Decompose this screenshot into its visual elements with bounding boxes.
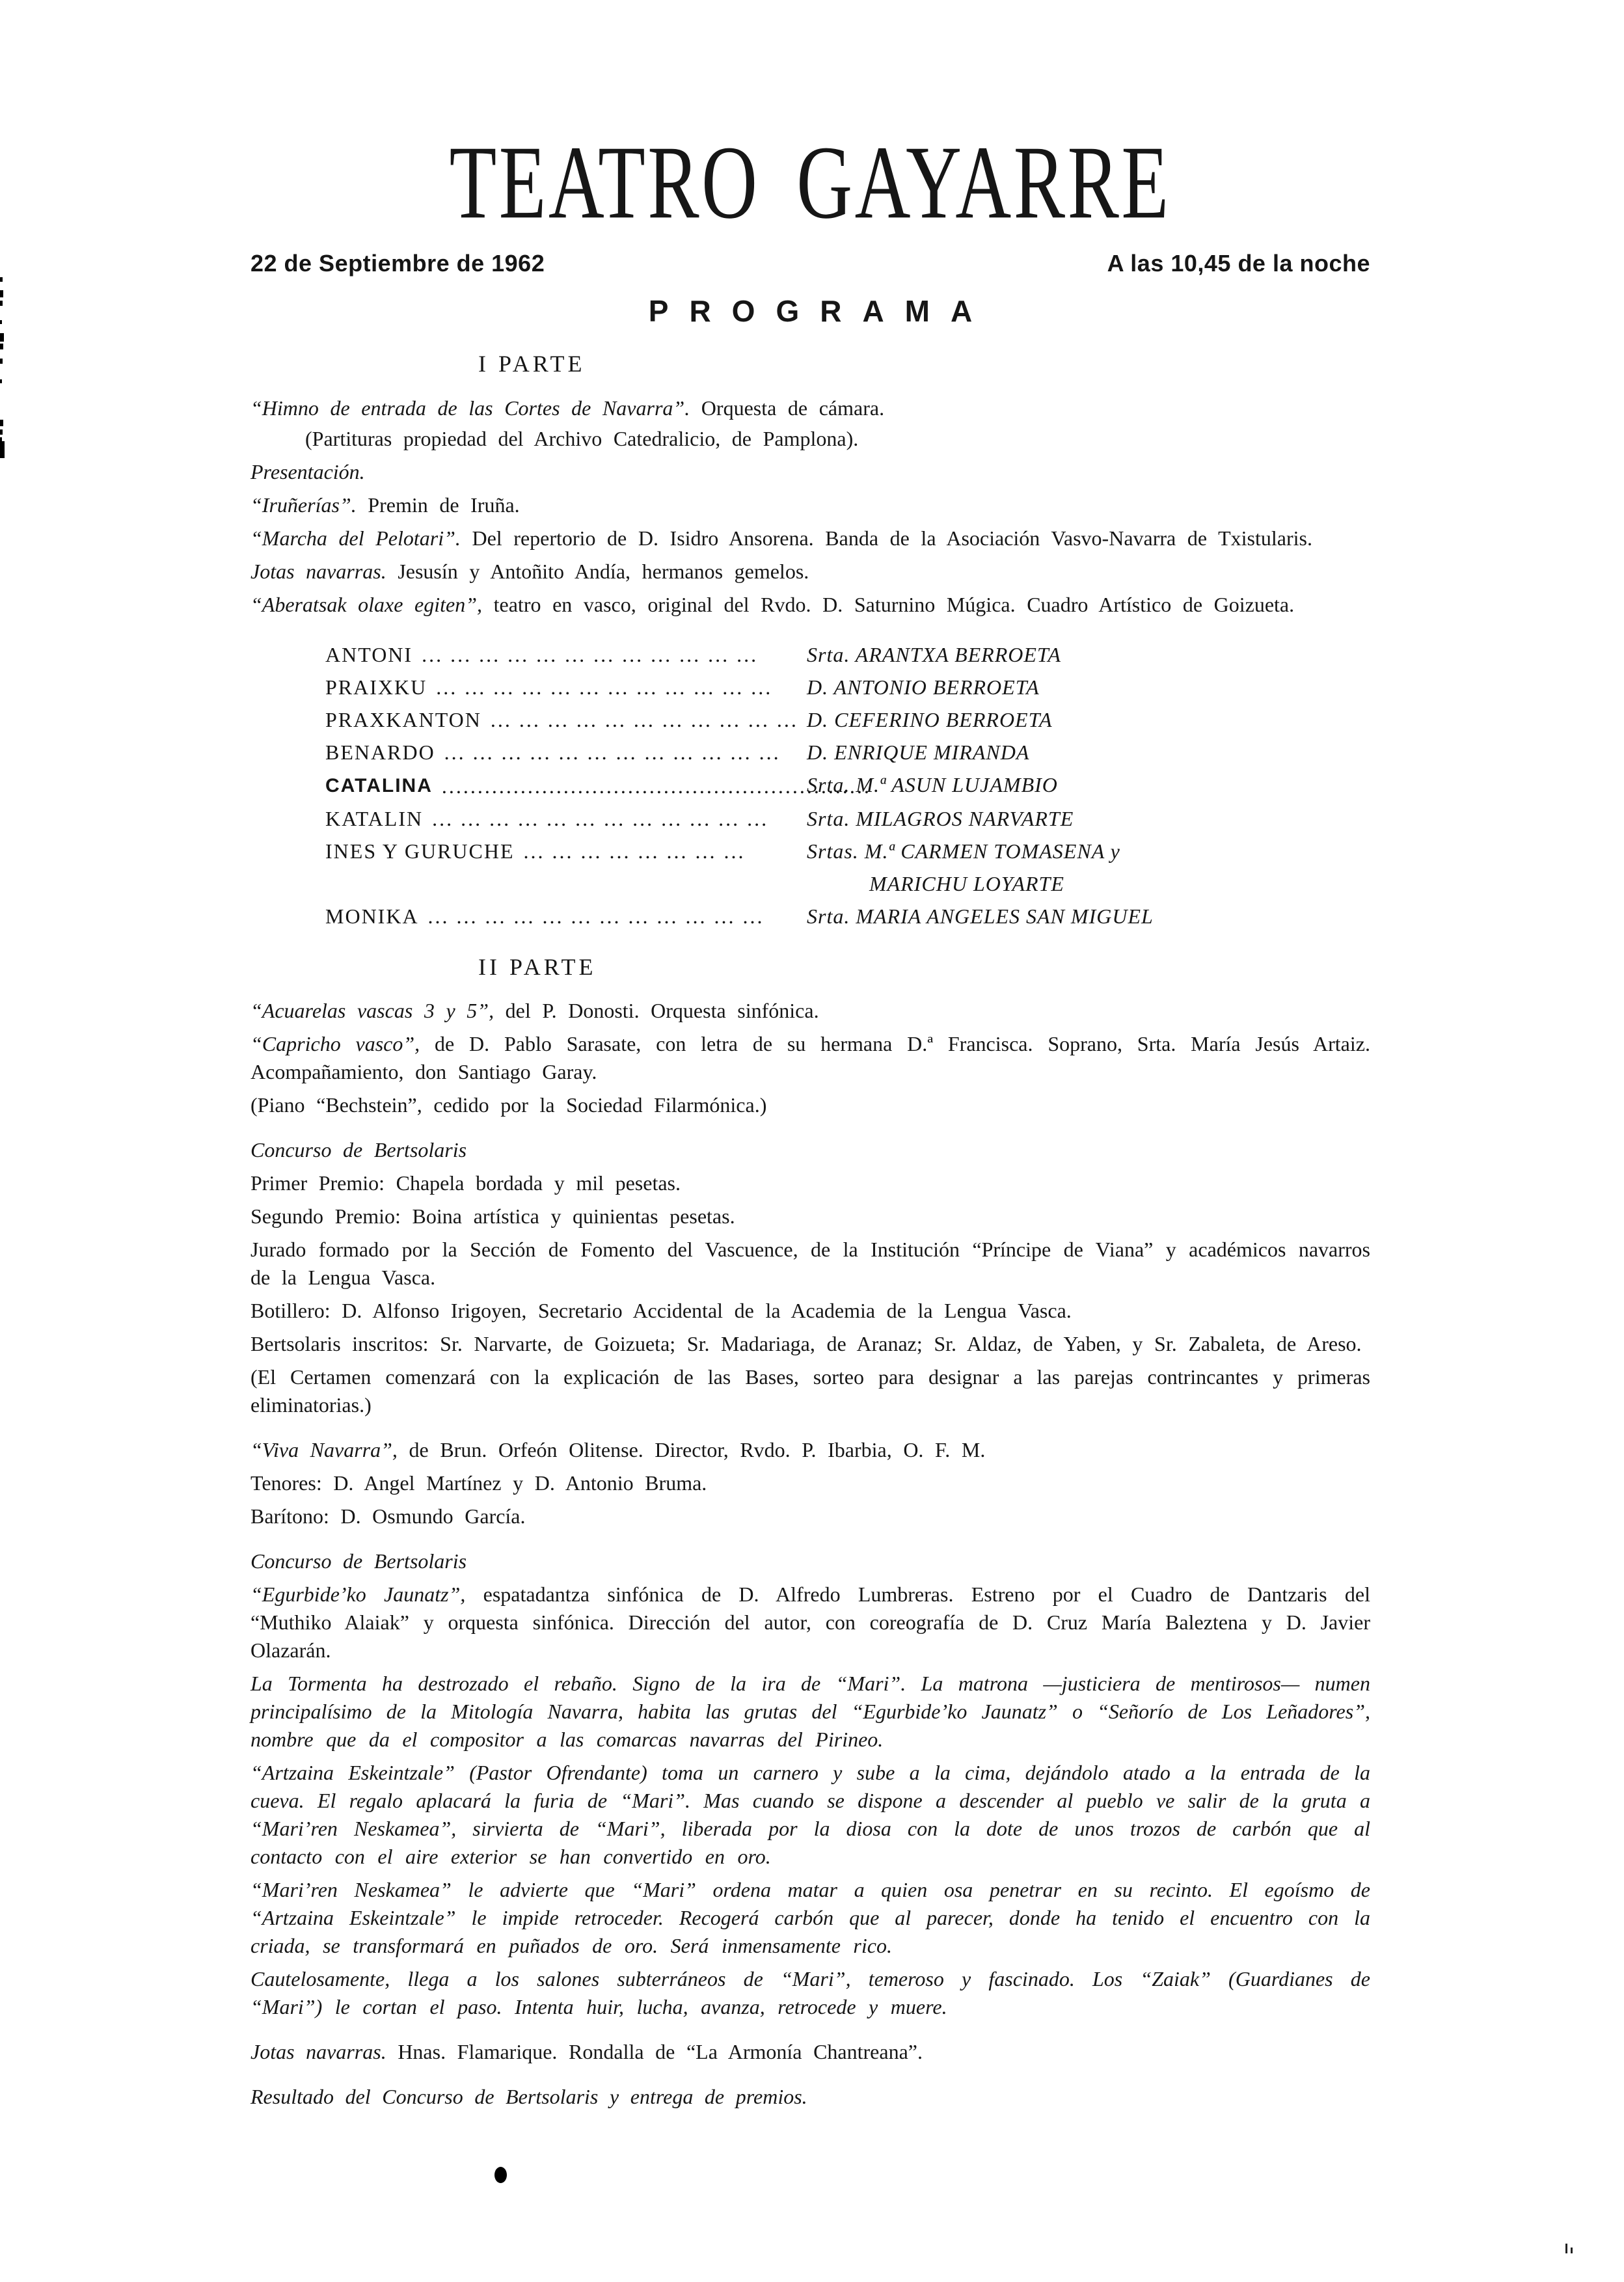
text-segment: Hnas. Flamarique. Rondalla de “La Armonía Chantreana”.: [386, 2040, 923, 2064]
dot-leader: ... ... ... ... ... ... ... ... ... ... ... ...: [432, 806, 769, 830]
italic-segment: Resultado del Concurso de Bertsolaris y entrega de premios.: [250, 2085, 807, 2109]
theatre-name: TEATRO GAYARRE: [449, 124, 1171, 241]
paragraph: [250, 1236, 1370, 1292]
cast-role-cell: [325, 770, 871, 802]
text-segment: Barítono: D. Osmundo García.: [250, 1504, 526, 1528]
paragraph: [250, 2083, 1370, 2111]
italic-segment: Presentación.: [250, 459, 365, 483]
italic-segment: Concurso de Bertsolaris: [250, 1138, 467, 1162]
text-segment: (Piano “Bechstein”, cedido por la Sociedad Filarmónica.): [250, 1093, 767, 1117]
cast-role-cell: [325, 671, 807, 703]
cast-role-cell: [325, 703, 807, 736]
text-segment: (Partituras propiedad del Archivo Catedralicio, de Pamplona).: [305, 426, 859, 450]
italic-segment: “Egurbide’ko Jaunatz”,: [250, 1582, 466, 1607]
italic-segment: “Aberatsak olaxe egiten”,: [250, 592, 483, 616]
cast-role-cell: [325, 900, 807, 932]
paragraph: [250, 1502, 1370, 1530]
paragraph: [250, 1091, 1370, 1119]
performer-line: Srtas. M.ª CARMEN TOMASENA y: [807, 839, 1120, 863]
paragraph: [250, 1169, 1370, 1197]
paragraph: [250, 997, 1370, 1025]
italic-segment: “Marcha del Pelotari”.: [250, 526, 461, 550]
text-segment: de Brun. Orfeón Olitense. Director, Rvdo. P. Ibarbia, O. F. M.: [397, 1438, 986, 1462]
cast-performer: [807, 802, 1370, 835]
cast-role: MONIKA: [325, 904, 419, 928]
italic-segment: La Tormenta ha destrozado el rebaño. Signo de la ira de “Mari”. La matrona —justiciera de mentirosos— numen principalísimo de la Mitología Navarra, habita las grutas del “Egurbide’ko Jaunatz” o “Señorío de Los Leñadores”, nombre que da el compositor a las comarcas navarras del Pirineo.: [250, 1672, 1370, 1752]
cast-performer: [807, 703, 1370, 736]
section-part-2: [250, 955, 1370, 2112]
cast-role: INES Y GURUCHE: [325, 839, 515, 863]
page-title: [250, 124, 1370, 241]
cast-row: [325, 768, 1370, 802]
text-segment: espatadantza sinfónica de D. Alfredo Lumbreras. Estreno por el Cuadro de Dantzaris del “Muthiko Alaiak” y orquesta sinfónica. Dirección del autor, con coreografía de D. Cruz María Baleztena y D. Javier Olazarán.: [250, 1582, 1370, 1663]
cast-performer: [807, 835, 1370, 900]
italic-segment: Concurso de Bertsolaris: [250, 1549, 467, 1573]
cast-role: PRAIXKU: [325, 675, 427, 699]
italic-segment: “Acuarelas vascas 3 y 5”,: [250, 999, 494, 1023]
paragraph: [250, 1363, 1370, 1419]
part-2-heading: II PARTE: [478, 953, 597, 980]
cast-performer: [807, 900, 1370, 932]
italic-segment: Jotas navarras.: [250, 559, 386, 583]
performer-line: Srta. MARIA ANGELES SAN MIGUEL: [807, 904, 1154, 928]
italic-segment: “Himno de entrada de las Cortes de Navarra”.: [250, 396, 690, 420]
performer-line: D. CEFERINO BERROETA: [807, 707, 1053, 731]
cast-row: [325, 835, 1370, 900]
paragraph: [250, 1030, 1370, 1086]
text-segment: Primer Premio: Chapela bordada y mil pesetas.: [250, 1171, 681, 1195]
italic-segment: “Viva Navarra”,: [250, 1438, 398, 1462]
paragraph: [250, 1469, 1370, 1497]
cast-performer: [807, 671, 1370, 703]
performer-line: Srta. ARANTXA BERROETA: [807, 642, 1061, 666]
text-segment: de D. Pablo Sarasate, con letra de su hermana D.ª Francisca. Soprano, Srta. María Jesús Artaiz. Acompañamiento, don Santiago Garay.: [250, 1032, 1370, 1084]
text-segment: Jesusín y Antoñito Andía, hermanos gemelos.: [386, 559, 809, 583]
text-segment: teatro en vasco, original del Rvdo. D. Saturnino Múgica. Cuadro Artístico de Goizueta.: [482, 592, 1295, 616]
dot-leader: ... ... ... ... ... ... ... ...: [523, 839, 746, 863]
italic-segment: “Mari’ren Neskamea” le advierte que “Mari” ordena matar a quien osa penetrar en su recinto. El egoísmo de “Artzaina Eskeintzale” le impide retroceder. Recogerá carbón que al parecer, donde ha tenido el encuentro con la criada, se transformará en puñados de oro. Será inmensamente rico.: [250, 1878, 1370, 1958]
paragraph: [250, 1330, 1370, 1358]
paragraph: [250, 1759, 1370, 1871]
paragraph: [250, 1136, 1370, 1164]
paragraph: [250, 491, 1370, 519]
paragraph: [250, 591, 1370, 619]
italic-segment: “Capricho vasco”,: [250, 1032, 420, 1056]
paragraph: [250, 1202, 1370, 1230]
cast-role: CATALINA: [325, 774, 433, 796]
dot-leader: ... ... ... ... ... ... ... ... ... ... ... ...: [436, 675, 773, 699]
performer-line: Srta. M.ª ASUN LUJAMBIO: [807, 772, 1058, 796]
dot-leader: ... ... ... ... ... ... ... ... ... ... ... ...: [444, 740, 781, 764]
paragraph: [250, 458, 1370, 486]
paragraph: [250, 524, 1370, 552]
cast-role: ANTONI: [325, 642, 413, 666]
event-meta-row: [250, 250, 1370, 277]
paragraph: [250, 2038, 1370, 2066]
paragraph: [250, 1581, 1370, 1664]
text-segment: Tenores: D. Angel Martínez y D. Antonio Bruma.: [250, 1471, 707, 1495]
cast-performer: [807, 768, 1370, 801]
event-date: 22 de Septiembre de 1962: [250, 250, 545, 277]
section-part-1: [250, 351, 1370, 932]
part-2-items: [250, 997, 1370, 2111]
performer-line: Srta. MILAGROS NARVARTE: [807, 806, 1074, 830]
cast-list: [325, 638, 1370, 932]
paragraph: [250, 394, 1370, 422]
italic-segment: Jotas navarras.: [250, 2040, 386, 2064]
italic-segment: “Iruñerías”.: [250, 493, 357, 517]
performer-line: D. ANTONIO BERROETA: [807, 675, 1040, 699]
text-segment: Premin de Iruña.: [356, 493, 520, 517]
cast-performer: [807, 736, 1370, 768]
paragraph: [250, 1876, 1370, 1960]
text-segment: Bertsolaris inscritos: Sr. Narvarte, de Goizueta; Sr. Madariaga, de Aranaz; Sr. Aldaz, de Yaben, y Sr. Zabaleta, de Areso.: [250, 1332, 1362, 1356]
paragraph: [250, 1547, 1370, 1575]
cast-row: [325, 671, 1370, 703]
paragraph: [250, 1436, 1370, 1464]
cast-role: PRAXKANTON: [325, 707, 481, 731]
cast-role: BENARDO: [325, 740, 435, 764]
text-segment: Jurado formado por la Sección de Fomento del Vascuence, de la Institución “Príncipe de Viana” y académicos navarros de la Lengua Vasca.: [250, 1238, 1370, 1290]
italic-segment: Cautelosamente, llega a los salones subterráneos de “Mari”, temeroso y fascinado. Los “Zaiak” (Guardianes de “Mari”) le cortan el paso. Intenta huir, lucha, avanza, retrocede y muere.: [250, 1967, 1370, 2019]
cast-role-cell: [325, 802, 807, 835]
paragraph: [250, 425, 1370, 453]
text-segment: Segundo Premio: Boina artística y quinientas pesetas.: [250, 1204, 735, 1229]
part-1-heading: I PARTE: [478, 350, 586, 377]
event-time: A las 10,45 de la noche: [1107, 250, 1370, 277]
text-segment: del P. Donosti. Orquesta sinfónica.: [494, 999, 819, 1023]
cast-role-cell: [325, 835, 807, 867]
scan-artifact-left-edge: [0, 273, 7, 469]
cast-performer: [807, 638, 1370, 671]
cast-row: [325, 900, 1370, 932]
cast-role-cell: [325, 638, 807, 671]
text-segment: Orquesta de cámara.: [690, 396, 885, 420]
cast-row: [325, 638, 1370, 671]
cast-row: [325, 703, 1370, 736]
dot-leader: ............................................................: [441, 774, 871, 798]
performer-line: MARICHU LOYARTE: [869, 871, 1064, 895]
text-segment: (El Certamen comenzará con la explicación de las Bases, sorteo para designar a las parejas contrincantes y primeras eliminatorias.): [250, 1365, 1370, 1417]
text-segment: Botillero: D. Alfonso Irigoyen, Secretario Accidental de la Academia de la Lengua Vasca.: [250, 1299, 1072, 1323]
scan-artifact-bottom-right: [1565, 2244, 1577, 2257]
italic-segment: “Artzaina Eskeintzale” (Pastor Ofrendante) toma un carnero y sube a la cima, dejándolo atado a la entrada de la cueva. El regalo aplacará la furia de “Mari”. Mas cuando se dispone a descender al pueblo ve salir de la gruta a “Mari’ren Neskamea”, sirvierta de “Mari”, liberada por la diosa con la dote de unos trozos de carbón que al contacto con el aire exterior se han convertido en oro.: [250, 1761, 1370, 1869]
cast-row: [325, 802, 1370, 835]
program-heading: PROGRAMA: [648, 294, 994, 329]
dot-leader: ... ... ... ... ... ... ... ... ... ... ... ...: [422, 642, 759, 666]
paragraph: [250, 1965, 1370, 2021]
cast-row: [325, 736, 1370, 768]
dot-leader: ... ... ... ... ... ... ... ... ... ... ...: [490, 707, 798, 731]
part-1-items: [250, 394, 1370, 619]
footer-bullet: [494, 2167, 507, 2183]
text-segment: Del repertorio de D. Isidro Ansorena. Banda de la Asociación Vasvo-Navarra de Txistularis.: [460, 526, 1312, 550]
cast-role-cell: [325, 736, 807, 768]
paragraph: [250, 1297, 1370, 1325]
performer-line: D. ENRIQUE MIRANDA: [807, 740, 1030, 764]
paragraph: [250, 1670, 1370, 1754]
paragraph: [250, 558, 1370, 586]
cast-role: KATALIN: [325, 806, 424, 830]
dot-leader: ... ... ... ... ... ... ... ... ... ... ... ...: [427, 904, 765, 928]
